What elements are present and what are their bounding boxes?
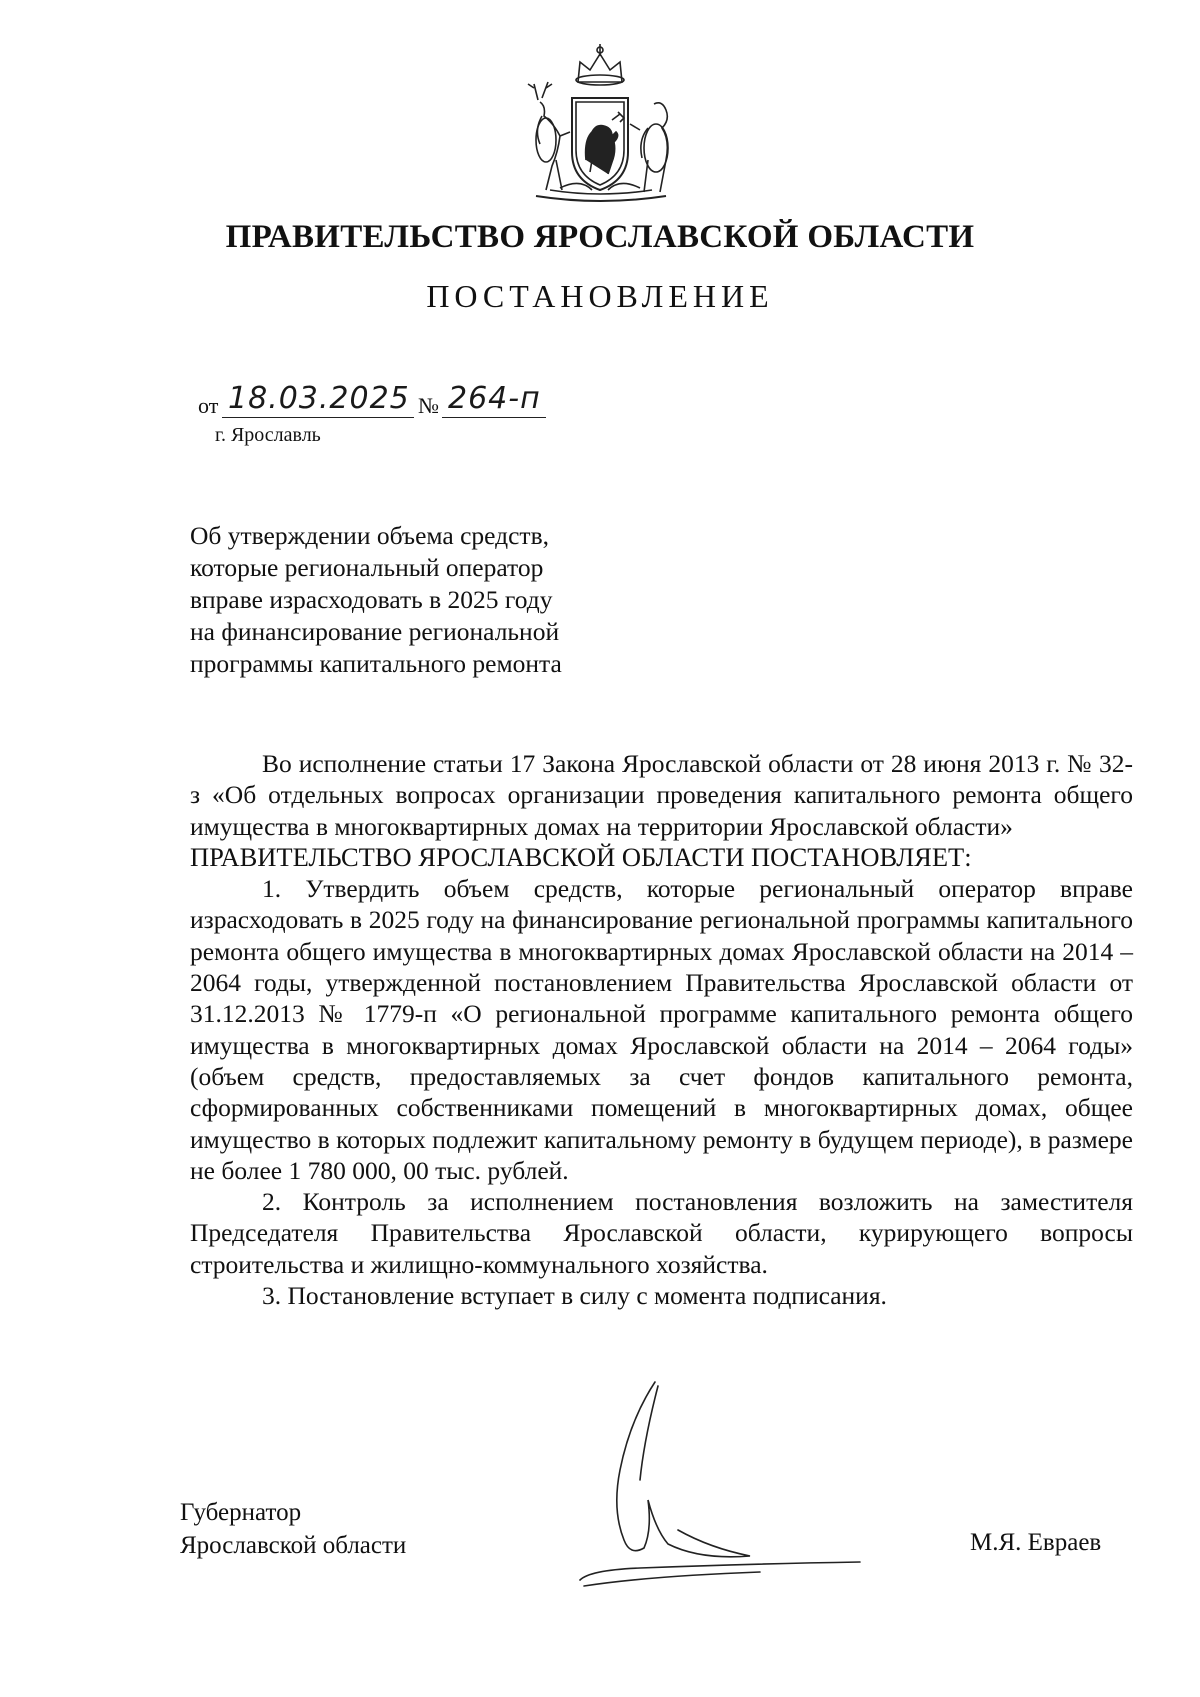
city: г. Ярославль [215, 424, 321, 446]
document-subject [190, 520, 670, 680]
item-1-paragraph: 1. Утвердить объем средств, которые региональный оператор вправе израсходовать в 2025 году на финансирование региональной программы капитального ремонта общего имущества в многоквартирных домах Ярославской области на 2014 – 2064 годы, утвержденной постановлением Правительства Ярославской области от 31.12.2013 № 1779-п «О региональной программе капитального ремонта общего имущества в многоквартирных домах Ярославской области на 2014 – 2064 годы» (объем средств, предоставляемых за счет фондов капитального ремонта, сформированных собственниками помещений в многоквартирных домах, общее имущество в которых подлежит капитальному ремонту в будущем периоде), в размере не более 1 780 000, 00 тыс. рублей. [190, 874, 1133, 1185]
government-title: ПРАВИТЕЛЬСТВО ЯРОСЛАВСКОЙ ОБЛАСТИ [225, 219, 975, 255]
date-prefix: от [198, 393, 219, 418]
handwritten-signature-icon [560, 1380, 900, 1590]
subject-line: программы капитального ремонта [190, 649, 562, 678]
date-underline [222, 416, 414, 418]
subject-line: вправе израсходовать в 2025 году [190, 585, 553, 614]
number-underline [442, 416, 546, 418]
handwritten-date: 18.03.2025 [228, 381, 410, 416]
signer-position-line: Губернатор [180, 1499, 302, 1526]
handwritten-number: 264-п [448, 381, 541, 416]
resolves-line: ПРАВИТЕЛЬСТВО ЯРОСЛАВСКОЙ ОБЛАСТИ ПОСТАНОВЛЯЕТ: [190, 841, 972, 872]
signer-name: М.Я. Евраев [970, 1529, 1102, 1556]
preamble-paragraph: Во исполнение статьи 17 Закона Ярославской области от 28 июня 2013 г. № 32-з «Об отдельных вопросах организации проведения капитального ремонта общего имущества в многоквартирных домах на территории Ярославской области» [190, 749, 1133, 841]
signer-position-line: Ярославской области [180, 1532, 407, 1559]
subject-line: которые региональный оператор [190, 553, 544, 582]
registration-line [198, 382, 618, 422]
document-type: ПОСТАНОВЛЕНИЕ [426, 278, 774, 314]
item-2-paragraph: 2. Контроль за исполнением постановления возложить на заместителя Председателя Правительства Ярославской области, курирующего вопросы строительства и жилищно-коммунального хозяйства. [190, 1187, 1133, 1279]
signer-position [180, 1496, 406, 1562]
item-3-paragraph: 3. Постановление вступает в силу с момента подписания. [262, 1281, 887, 1311]
subject-line: на финансирование региональной [190, 617, 560, 646]
subject-line: Об утверждении объема средств, [190, 521, 549, 550]
document-body [190, 748, 1133, 1311]
number-prefix: № [418, 393, 439, 418]
coat-of-arms-icon [520, 40, 680, 215]
